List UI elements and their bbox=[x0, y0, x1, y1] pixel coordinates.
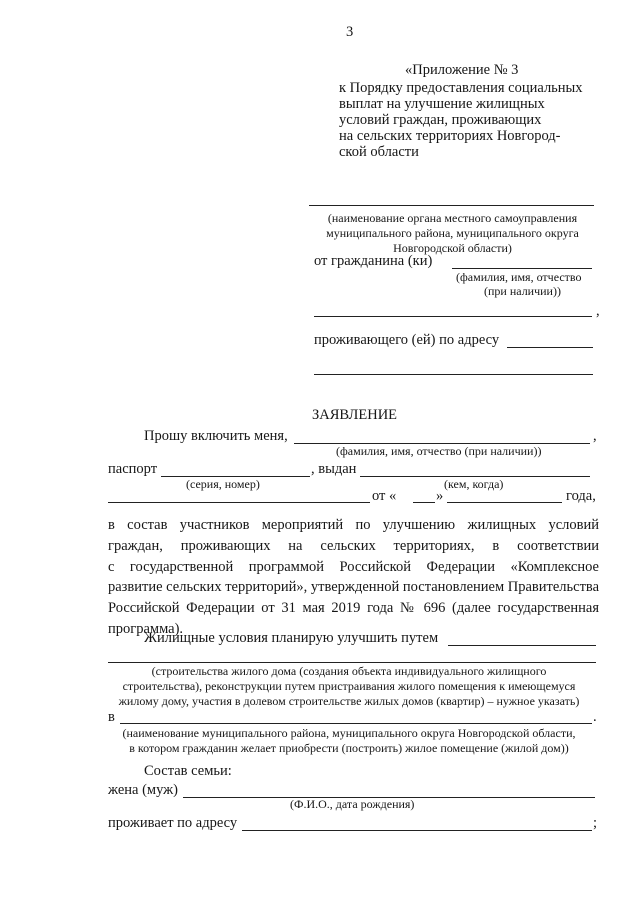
statement-body: в состав участников мероприятий по улучшению жилищных условий граждан, проживающих на сельских территориях, в соответствии с государственной программой Российской Федерации «Комплексное развитие сельских территорий», утвержденной постановлением Правительства Российской Федерации от 31 мая 2019 года № 696 (далее государственная программа). bbox=[108, 517, 600, 637]
citizen-name-line-2[interactable] bbox=[314, 316, 592, 317]
name-note: (фамилия, имя, отчество (при наличии)) bbox=[456, 270, 582, 298]
spouse-address-line[interactable] bbox=[242, 830, 592, 831]
issuer-line-2[interactable] bbox=[108, 502, 370, 503]
request-comma: , bbox=[593, 428, 597, 444]
from-citizen-label: от гражданина (ки) bbox=[314, 253, 433, 269]
issuer-note: (кем, когда) bbox=[444, 477, 504, 491]
issued-label: , выдан bbox=[311, 461, 357, 477]
improve-label: Жилищные условия планирую улучшить путем bbox=[144, 630, 439, 646]
lives-label: проживает по адресу bbox=[108, 815, 238, 831]
appendix-line: ской области bbox=[339, 144, 419, 160]
spouse-label: жена (муж) bbox=[108, 782, 178, 798]
date-quote: » bbox=[436, 488, 444, 504]
citizen-name-line[interactable] bbox=[452, 268, 592, 269]
authority-name-line[interactable] bbox=[309, 205, 594, 206]
authority-note: (наименование органа местного самоуправления муниципального района, муниципального округа Новгородской области) bbox=[326, 211, 579, 255]
series-note: (серия, номер) bbox=[186, 477, 260, 491]
improve-method-line[interactable] bbox=[448, 645, 596, 646]
lives-end: ; bbox=[593, 815, 598, 831]
day-line[interactable] bbox=[413, 502, 435, 503]
district-line[interactable] bbox=[120, 723, 592, 724]
family-label: Состав семьи: bbox=[144, 763, 232, 779]
fio-note: (фамилия, имя, отчество (при наличии)) bbox=[336, 444, 542, 458]
date-from-label: от « bbox=[372, 488, 397, 504]
appendix-line: к Порядку предоставления социальных bbox=[339, 80, 583, 96]
page-number: 3 bbox=[346, 24, 354, 40]
address-line[interactable] bbox=[507, 347, 593, 348]
appendix-block bbox=[339, 62, 583, 160]
spouse-note: (Ф.И.О., дата рождения) bbox=[290, 797, 415, 811]
month-line[interactable] bbox=[447, 502, 562, 503]
appendix-line: выплат на улучшение жилищных bbox=[339, 96, 545, 112]
passport-label: паспорт bbox=[108, 461, 158, 477]
statement-title: ЗАЯВЛЕНИЕ bbox=[312, 407, 398, 423]
address-line-2[interactable] bbox=[314, 374, 593, 375]
request-label: Прошу включить меня, bbox=[144, 428, 288, 444]
improve-method-line-2[interactable] bbox=[108, 662, 596, 663]
in-dot: . bbox=[593, 709, 597, 725]
appendix-line: на сельских территориях Новгород- bbox=[339, 128, 561, 144]
appendix-line: условий граждан, проживающих bbox=[339, 112, 542, 128]
in-label: в bbox=[108, 709, 115, 725]
address-label: проживающего (ей) по адресу bbox=[314, 332, 500, 348]
appendix-title: «Приложение № 3 bbox=[405, 62, 519, 78]
method-note: (строительства жилого дома (создания объекта индивидуального жилищного строительства), реконструкции путем пристраивания жилого помещения к имеющемуся жилому дому, участия в долевом строительстве жилых домов (квартир) – нужное указать) bbox=[118, 664, 580, 708]
name-comma: , bbox=[596, 303, 600, 319]
year-label: года, bbox=[566, 488, 596, 504]
district-note: (наименование муниципального района, муниципального округа Новгородской области, в котором гражданин желает приобрести (построить) жилое помещение (жилой дом)) bbox=[122, 726, 576, 755]
